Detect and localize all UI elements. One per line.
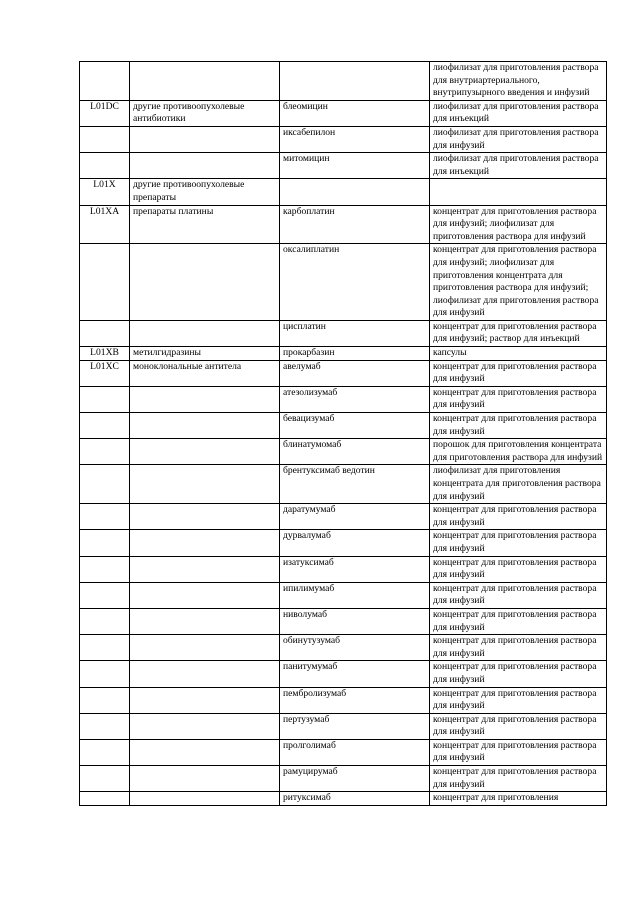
group-name-cell bbox=[130, 320, 280, 346]
dosage-form-cell: концентрат для приготовления раствора для инфузий; лиофилизат для приготовления раствора для инфузий bbox=[430, 205, 607, 244]
table-row bbox=[80, 413, 607, 439]
table-row bbox=[80, 100, 607, 126]
table-row bbox=[80, 739, 607, 765]
atc-code-cell bbox=[80, 244, 130, 321]
drug-name-cell: бевацизумаб bbox=[280, 413, 430, 439]
table-row bbox=[80, 62, 607, 101]
drug-name-cell: рамуцирумаб bbox=[280, 766, 430, 792]
dosage-form-cell: концентрат для приготовления раствора для инфузий bbox=[430, 687, 607, 713]
group-name-cell bbox=[130, 530, 280, 556]
drug-name-cell: даратумумаб bbox=[280, 504, 430, 530]
drug-name-cell: блеомицин bbox=[280, 100, 430, 126]
atc-code-cell bbox=[80, 635, 130, 661]
table-row bbox=[80, 205, 607, 244]
table-row bbox=[80, 153, 607, 179]
table-row bbox=[80, 766, 607, 792]
group-name-cell bbox=[130, 244, 280, 321]
drug-name-cell: цисплатин bbox=[280, 320, 430, 346]
drug-table-body bbox=[80, 62, 607, 806]
table-row bbox=[80, 635, 607, 661]
atc-code-cell: L01X bbox=[80, 179, 130, 205]
group-name-cell bbox=[130, 766, 280, 792]
atc-code-cell: L01DC bbox=[80, 100, 130, 126]
atc-code-cell bbox=[80, 792, 130, 806]
atc-code-cell bbox=[80, 439, 130, 465]
group-name-cell bbox=[130, 739, 280, 765]
dosage-form-cell: концентрат для приготовления раствора для инфузий bbox=[430, 766, 607, 792]
group-name-cell bbox=[130, 504, 280, 530]
table-row bbox=[80, 347, 607, 361]
dosage-form-cell: концентрат для приготовления раствора для инфузий bbox=[430, 556, 607, 582]
group-name-cell bbox=[130, 386, 280, 412]
dosage-form-cell: концентрат для приготовления bbox=[430, 792, 607, 806]
group-name-cell bbox=[130, 635, 280, 661]
drug-name-cell: прокарбазин bbox=[280, 347, 430, 361]
table-row bbox=[80, 126, 607, 152]
drug-name-cell: панитумумаб bbox=[280, 661, 430, 687]
atc-code-cell bbox=[80, 608, 130, 634]
dosage-form-cell: концентрат для приготовления раствора для инфузий bbox=[430, 713, 607, 739]
atc-code-cell bbox=[80, 386, 130, 412]
group-name-cell bbox=[130, 439, 280, 465]
group-name-cell bbox=[130, 582, 280, 608]
drug-name-cell: ритуксимаб bbox=[280, 792, 430, 806]
dosage-form-cell: концентрат для приготовления раствора для инфузий bbox=[430, 386, 607, 412]
atc-code-cell bbox=[80, 661, 130, 687]
dosage-form-cell: концентрат для приготовления раствора для инфузий bbox=[430, 504, 607, 530]
table-row bbox=[80, 179, 607, 205]
atc-code-cell bbox=[80, 582, 130, 608]
dosage-form-cell: концентрат для приготовления раствора для инфузий; лиофилизат для приготовления концентрата для приготовления раствора для инфузий; лиофилизат для приготовления раствора для инфузий bbox=[430, 244, 607, 321]
dosage-form-cell: концентрат для приготовления раствора для инфузий bbox=[430, 530, 607, 556]
table-row bbox=[80, 713, 607, 739]
drug-name-cell: блинатумомаб bbox=[280, 439, 430, 465]
group-name-cell: моноклональные антитела bbox=[130, 360, 280, 386]
table-row bbox=[80, 504, 607, 530]
atc-code-cell bbox=[80, 556, 130, 582]
group-name-cell bbox=[130, 153, 280, 179]
atc-code-cell bbox=[80, 126, 130, 152]
group-name-cell: препараты платины bbox=[130, 205, 280, 244]
atc-code-cell bbox=[80, 530, 130, 556]
table-row bbox=[80, 608, 607, 634]
dosage-form-cell: концентрат для приготовления раствора для инфузий bbox=[430, 739, 607, 765]
drug-name-cell: оксалиплатин bbox=[280, 244, 430, 321]
group-name-cell: метилгидразины bbox=[130, 347, 280, 361]
dosage-form-cell: концентрат для приготовления раствора для инфузий bbox=[430, 413, 607, 439]
dosage-form-cell: капсулы bbox=[430, 347, 607, 361]
atc-code-cell bbox=[80, 465, 130, 504]
drug-name-cell: ипилимумаб bbox=[280, 582, 430, 608]
table-row bbox=[80, 465, 607, 504]
atc-code-cell bbox=[80, 153, 130, 179]
table-row bbox=[80, 320, 607, 346]
atc-code-cell bbox=[80, 62, 130, 101]
drug-name-cell: пембролизумаб bbox=[280, 687, 430, 713]
table-row bbox=[80, 386, 607, 412]
drug-name-cell: митомицин bbox=[280, 153, 430, 179]
group-name-cell bbox=[130, 62, 280, 101]
drug-name-cell: пертузумаб bbox=[280, 713, 430, 739]
atc-code-cell bbox=[80, 713, 130, 739]
dosage-form-cell: концентрат для приготовления раствора для инфузий bbox=[430, 582, 607, 608]
dosage-form-cell: лиофилизат для приготовления концентрата для приготовления раствора для инфузий bbox=[430, 465, 607, 504]
drug-name-cell: иксабепилон bbox=[280, 126, 430, 152]
group-name-cell bbox=[130, 413, 280, 439]
group-name-cell: другие противоопухолевые антибиотики bbox=[130, 100, 280, 126]
drug-name-cell: авелумаб bbox=[280, 360, 430, 386]
group-name-cell bbox=[130, 608, 280, 634]
atc-code-cell bbox=[80, 766, 130, 792]
atc-code-cell: L01XC bbox=[80, 360, 130, 386]
dosage-form-cell: лиофилизат для приготовления раствора для инъекций bbox=[430, 100, 607, 126]
group-name-cell bbox=[130, 465, 280, 504]
table-row bbox=[80, 661, 607, 687]
drug-name-cell: атезолизумаб bbox=[280, 386, 430, 412]
drug-name-cell: дурвалумаб bbox=[280, 530, 430, 556]
group-name-cell bbox=[130, 713, 280, 739]
drug-name-cell bbox=[280, 62, 430, 101]
group-name-cell: другие противоопухолевые препараты bbox=[130, 179, 280, 205]
atc-code-cell bbox=[80, 739, 130, 765]
drug-name-cell: брентуксимаб ведотин bbox=[280, 465, 430, 504]
drug-name-cell: ниволумаб bbox=[280, 608, 430, 634]
table-row bbox=[80, 792, 607, 806]
table-row bbox=[80, 360, 607, 386]
dosage-form-cell: концентрат для приготовления раствора для инфузий; раствор для инъекций bbox=[430, 320, 607, 346]
dosage-form-cell: концентрат для приготовления раствора для инфузий bbox=[430, 360, 607, 386]
group-name-cell bbox=[130, 556, 280, 582]
table-row bbox=[80, 556, 607, 582]
dosage-form-cell: лиофилизат для приготовления раствора для инфузий bbox=[430, 126, 607, 152]
dosage-form-cell: концентрат для приготовления раствора для инфузий bbox=[430, 608, 607, 634]
table-row bbox=[80, 582, 607, 608]
atc-code-cell bbox=[80, 413, 130, 439]
dosage-form-cell: концентрат для приготовления раствора для инфузий bbox=[430, 635, 607, 661]
dosage-form-cell: лиофилизат для приготовления раствора для инъекций bbox=[430, 153, 607, 179]
group-name-cell bbox=[130, 126, 280, 152]
atc-code-cell: L01XA bbox=[80, 205, 130, 244]
drug-name-cell: пролголимаб bbox=[280, 739, 430, 765]
drug-name-cell: карбоплатин bbox=[280, 205, 430, 244]
dosage-form-cell: концентрат для приготовления раствора для инфузий bbox=[430, 661, 607, 687]
drug-name-cell: обинутузумаб bbox=[280, 635, 430, 661]
table-row bbox=[80, 244, 607, 321]
drug-name-cell: изатуксимаб bbox=[280, 556, 430, 582]
group-name-cell bbox=[130, 661, 280, 687]
atc-code-cell bbox=[80, 320, 130, 346]
table-row bbox=[80, 687, 607, 713]
drug-name-cell bbox=[280, 179, 430, 205]
dosage-form-cell: порошок для приготовления концентрата для приготовления раствора для инфузий bbox=[430, 439, 607, 465]
atc-code-cell bbox=[80, 687, 130, 713]
dosage-form-cell: лиофилизат для приготовления раствора для внутриартериального, внутрипузырного введения и инфузий bbox=[430, 62, 607, 101]
group-name-cell bbox=[130, 687, 280, 713]
group-name-cell bbox=[130, 792, 280, 806]
drug-table bbox=[79, 61, 607, 806]
atc-code-cell: L01XB bbox=[80, 347, 130, 361]
atc-code-cell bbox=[80, 504, 130, 530]
table-row bbox=[80, 439, 607, 465]
dosage-form-cell bbox=[430, 179, 607, 205]
table-row bbox=[80, 530, 607, 556]
